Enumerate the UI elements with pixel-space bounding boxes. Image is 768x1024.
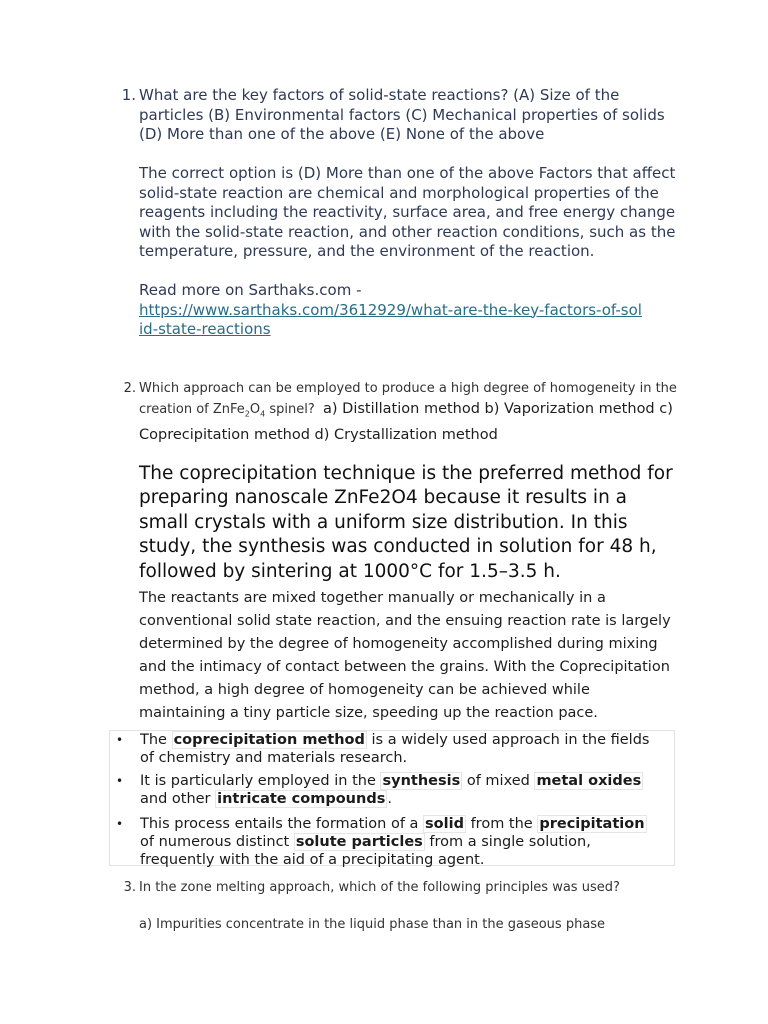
bullet-text: and other xyxy=(140,791,216,807)
keyword: precipitation xyxy=(539,816,645,832)
bullet-text: It is particularly employed in the xyxy=(140,773,381,789)
question-1-number: 1. xyxy=(121,86,136,104)
bullet-item-2 xyxy=(116,772,660,808)
question-2 xyxy=(110,379,680,725)
question-2-explanation: The reactants are mixed together manually or mechanically in a conventional solid state reaction, and the ensuing reaction rate is largely determined by the degree of homogeneity accomplished during mixing and the intimacy of contact between the grains. With the Coprecipitation method, a high degree of homogeneity can be achieved while maintaining a tiny particle size, speeding up the reaction pace. xyxy=(139,590,671,722)
sarthaks-link[interactable]: https://www.sarthaks.com/3612929/what-are-the-key-factors-of-solid-state-reactions xyxy=(139,300,642,338)
bullet-text: . xyxy=(387,791,392,807)
bullet-text: of numerous distinct xyxy=(140,834,294,850)
bullet-dot: • xyxy=(116,774,124,788)
bullet-text: from the xyxy=(465,816,538,832)
question-3-option-a: a) Impurities concentrate in the liquid phase than in the gaseous phase xyxy=(139,917,606,932)
question-2-text xyxy=(139,379,680,446)
bullet-text: is a widely used approach in the fields of chemistry and materials research. xyxy=(140,732,650,766)
keyword: metal oxides xyxy=(536,773,642,789)
bullet-text: The xyxy=(140,732,172,748)
keyword: intricate compounds xyxy=(217,791,386,807)
bullet-text: of mixed xyxy=(462,773,535,789)
bullet-dot: • xyxy=(116,817,124,831)
bullet-item-3 xyxy=(116,815,660,869)
question-2-number: 2. xyxy=(123,381,136,396)
question-1-answer: The correct option is (D) More than one of the above Factors that affect solid-state reaction are chemical and morphological properties of the reagents including the reactivity, surface area, and free energy change with the solid-state reaction, and other reaction conditions, such as the temperature, pressure, and the environment of the reaction. xyxy=(139,164,676,260)
bullet-dot: • xyxy=(116,733,124,747)
bullet-item-1 xyxy=(116,731,660,767)
subscript: 2 xyxy=(244,409,250,419)
coprecipitation-summary: The coprecipitation technique is the preferred method for preparing nanoscale ZnFe2O4 because it results in a small crystals with a uniform size distribution. In this study, the synthesis was conducted in solution for 48 h, followed by sintering at 1000°C for 1.5–3.5 h. xyxy=(139,462,673,582)
keyword: coprecipitation method xyxy=(173,732,365,748)
question-3-text: In the zone melting approach, which of the following principles was used? xyxy=(139,880,620,895)
question-1 xyxy=(110,86,680,340)
question-2-text-part: O xyxy=(249,402,261,417)
question-3 xyxy=(110,878,680,935)
keyword: synthesis xyxy=(382,773,461,789)
read-more-label: Read more on Sarthaks.com - xyxy=(139,281,362,299)
question-3-number: 3. xyxy=(123,880,136,895)
question-2-text-part: spinel? xyxy=(265,402,315,417)
bullet-text: This process entails the formation of a xyxy=(140,816,424,832)
subscript: 4 xyxy=(260,409,266,419)
bullet-text: from a single solution, frequently with the aid of a precipitating agent. xyxy=(140,834,591,868)
bullet-box xyxy=(109,730,675,866)
question-2-options: a) Distillation method b) Vaporization method c) Coprecipitation method d) Crystallization method xyxy=(139,401,673,443)
keyword: solid xyxy=(425,816,464,832)
question-1-text: What are the key factors of solid-state reactions? (A) Size of the particles (B) Environmental factors (C) Mechanical properties of solids (D) More than one of the above (E) None of the above xyxy=(139,86,665,143)
question-2-text-part: Which approach can be employed to produce a high degree of homogeneity in the creation of ZnFe xyxy=(139,381,677,417)
keyword: solute particles xyxy=(295,834,423,850)
